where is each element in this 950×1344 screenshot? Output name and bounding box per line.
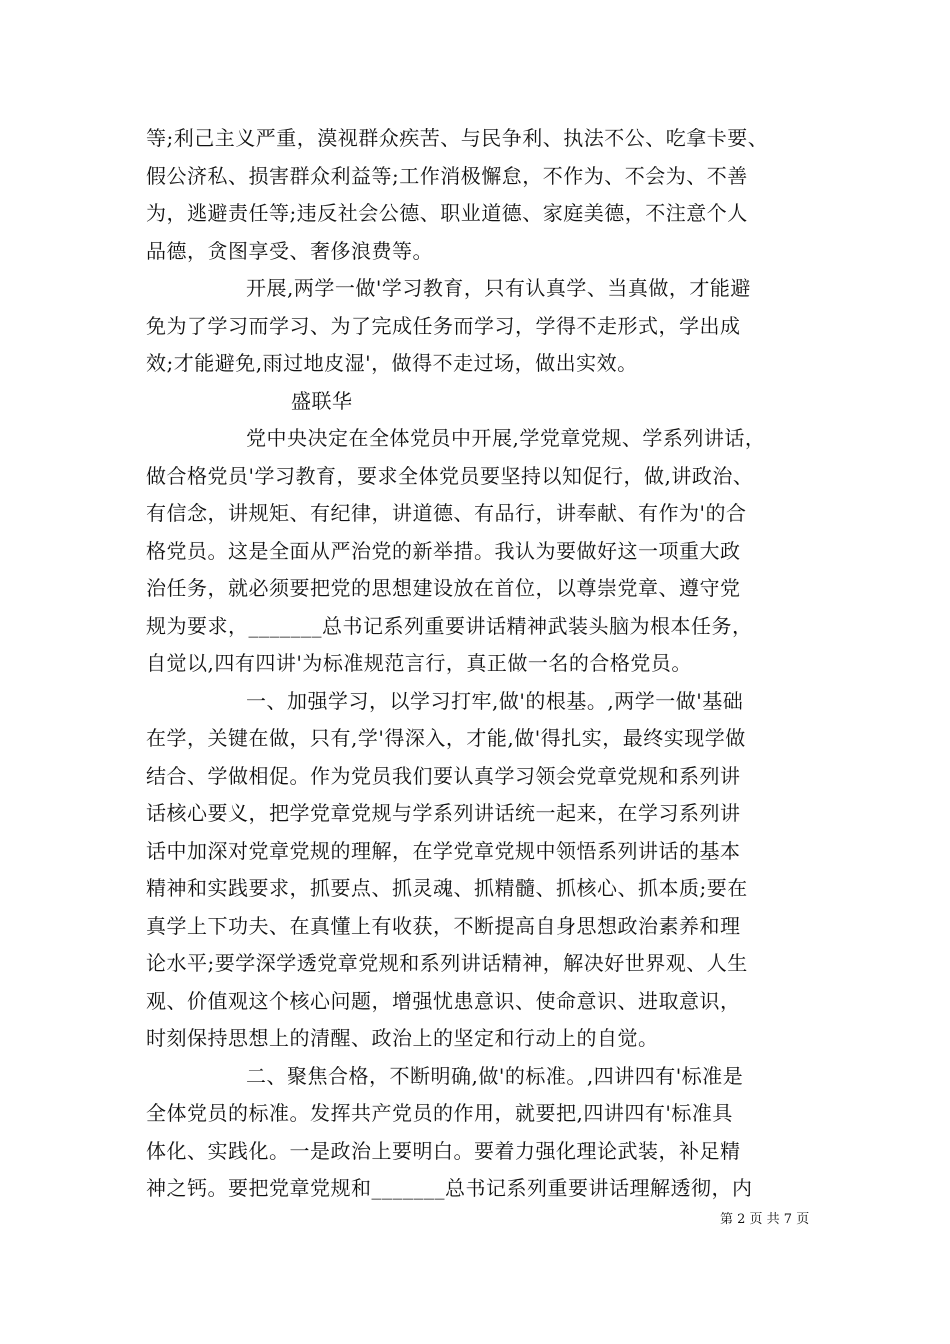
text-line-p4-l2: 在学，关键在做，只有,学'得深入，才能,做'得扎实，最终实现学做 [146, 726, 746, 750]
text-line-p3-l1: 党中央决定在全体党员中开展,学党章党规、学系列讲话， [246, 426, 766, 450]
document-body [146, 120, 810, 1208]
text-line-p2-l3: 效;才能避免,雨过地皮湿'，做得不走过场，做出实效。 [146, 351, 638, 375]
text-line-p4-l5: 话中加深对党章党规的理解，在学党章党规中领悟系列讲话的基本 [146, 838, 741, 863]
text-line-p3-l2: 做合格党员'学习教育，要求全体党员要坚持以知促行，做,讲政治、 [146, 463, 754, 488]
author-name: 盛联华 [291, 388, 353, 413]
text-line-p1-l4: 品德，贪图享受、奢侈浪费等。 [146, 238, 433, 263]
text-line-p4-l8: 论水平;要学深学透党章党规和系列讲话精神，解决好世界观、人生 [146, 951, 748, 975]
text-line-p5-l4: 神之钙。要把党章党规和_______总书记系列重要讲话理解透彻，内 [146, 1176, 753, 1200]
text-line-p5-l3: 体化、实践化。一是政治上要明白。要着力强化理论武装，补足精 [146, 1138, 741, 1163]
text-line-p1-l1: 等;利己主义严重，漠视群众疾苦、与民争利、执法不公、吃拿卡要、 [146, 126, 769, 150]
text-line-p2-l1: 开展,两学一做'学习教育，只有认真学、当真做，才能避 [246, 276, 751, 300]
text-line-p4-l1: 一、加强学习，以学习打牢,做'的根基。,两学一做'基础 [246, 688, 744, 713]
text-line-p4-l10: 时刻保持思想上的清醒、政治上的坚定和行动上的自觉。 [146, 1026, 659, 1050]
text-line-p1-l2: 假公济私、损害群众利益等;工作消极懈怠，不作为、不会为、不善 [146, 163, 748, 188]
text-line-p4-l9: 观、价值观这个核心问题，增强忧患意识、使命意识、进取意识， [146, 988, 741, 1013]
text-line-p3-l5: 治任务，就必须要把党的思想建设放在首位，以尊崇党章、遵守党 [146, 576, 741, 600]
text-line-p5-l1: 二、聚焦合格，不断明确,做'的标准。,四讲四有'标准是 [246, 1063, 744, 1088]
page-number-footer: 第 2 页 共 7 页 [720, 1212, 810, 1227]
text-line-p3-l4: 格党员。这是全面从严治党的新举措。我认为要做好这一项重大政 [146, 538, 741, 563]
text-line-p3-l3: 有信念，讲规矩、有纪律，讲道德、有品行，讲奉献、有作为'的合 [146, 501, 747, 525]
text-line-p1-l3: 为，逃避责任等;违反社会公德、职业道德、家庭美德，不注意个人 [146, 201, 748, 225]
text-line-p4-l7: 真学上下功夫、在真懂上有收获，不断提高自身思想政治素养和理 [146, 913, 741, 938]
text-line-p2-l2: 免为了学习而学习、为了完成任务而学习，学得不走形式，学出成 [146, 313, 741, 338]
text-line-p4-l6: 精神和实践要求，抓要点、抓灵魂、抓精髓、抓核心、抓本质;要在 [146, 876, 748, 900]
text-line-p4-l3: 结合、学做相促。作为党员我们要认真学习领会党章党规和系列讲 [146, 763, 741, 788]
text-line-p3-l7: 自觉以,四有四讲'为标准规范言行，真正做一名的合格党员。 [146, 651, 692, 675]
text-line-p4-l4: 话核心要义，把学党章党规与学系列讲话统一起来，在学习系列讲 [146, 801, 741, 825]
text-line-p3-l6: 规为要求，_______总书记系列重要讲话精神武装头脑为根本任务， [146, 613, 753, 638]
text-line-p5-l2: 全体党员的标准。发挥共产党员的作用，就要把,四讲四有'标准具 [146, 1101, 733, 1125]
